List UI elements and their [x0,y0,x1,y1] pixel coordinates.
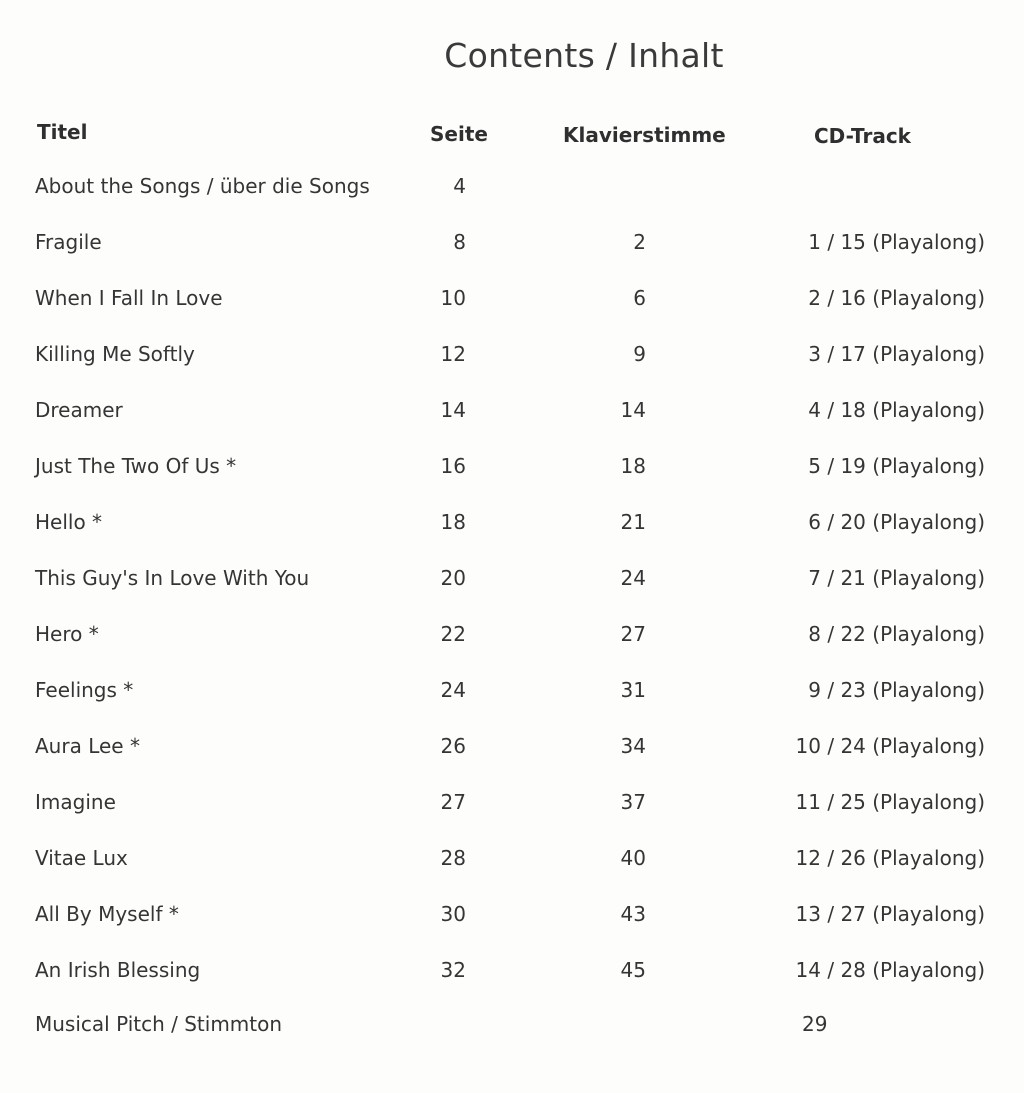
row-cd-track: 29 [802,1012,828,1036]
table-row [0,846,1024,902]
column-header-seite: Seite [430,122,488,146]
table-row [0,454,1024,510]
row-piano-page: 2 [633,230,646,254]
row-piano-page: 6 [633,286,646,310]
row-page: 18 [440,510,466,534]
table-row [0,958,1024,1014]
row-title: Feelings * [35,678,134,702]
table-row [0,678,1024,734]
table-row [0,510,1024,566]
row-page: 16 [440,454,466,478]
row-title: Hero * [35,622,99,646]
row-title: Fragile [35,230,102,254]
row-piano-page: 14 [620,398,646,422]
row-cd-track: 5 / 19 (Playalong) [808,454,985,478]
row-piano-page: 27 [620,622,646,646]
row-page: 24 [440,678,466,702]
row-cd-track: 10 / 24 (Playalong) [795,734,985,758]
row-page: 27 [440,790,466,814]
table-row [0,286,1024,342]
contents-table [0,160,1024,1060]
row-piano-page: 45 [620,958,646,982]
row-page: 4 [453,174,466,198]
table-row [0,734,1024,790]
row-title: Just The Two Of Us * [35,454,237,478]
row-piano-page: 21 [620,510,646,534]
row-title: When I Fall In Love [35,286,223,310]
row-cd-track: 11 / 25 (Playalong) [795,790,985,814]
row-page: 22 [440,622,466,646]
column-header-klavierstimme: Klavierstimme [563,123,726,147]
row-piano-page: 40 [620,846,646,870]
column-header-titel: Titel [37,120,88,144]
row-piano-page: 43 [620,902,646,926]
table-row [0,230,1024,286]
table-row [0,902,1024,958]
row-title: Musical Pitch / Stimmton [35,1012,283,1036]
row-page: 26 [440,734,466,758]
row-cd-track: 12 / 26 (Playalong) [795,846,985,870]
row-cd-track: 1 / 15 (Playalong) [808,230,985,254]
table-row [0,342,1024,398]
row-page: 32 [440,958,466,982]
row-piano-page: 18 [620,454,646,478]
table-header [0,118,1024,148]
table-row [0,622,1024,678]
row-page: 10 [440,286,466,310]
row-title: Hello * [35,510,103,534]
row-cd-track: 8 / 22 (Playalong) [808,622,985,646]
row-cd-track: 9 / 23 (Playalong) [808,678,985,702]
column-header-cd-track: CD-Track [814,124,911,148]
row-cd-track: 14 / 28 (Playalong) [795,958,985,982]
row-cd-track: 4 / 18 (Playalong) [808,398,985,422]
row-cd-track: 13 / 27 (Playalong) [795,902,985,926]
table-row [0,566,1024,622]
row-title: An Irish Blessing [35,958,201,982]
row-title: About the Songs / über die Songs [35,174,370,198]
row-title: This Guy's In Love With You [35,566,310,590]
row-page: 20 [440,566,466,590]
row-title: All By Myself * [35,902,179,926]
row-piano-page: 9 [633,342,646,366]
table-row [0,1012,1024,1068]
row-page: 14 [440,398,466,422]
row-cd-track: 2 / 16 (Playalong) [808,286,985,310]
row-piano-page: 34 [620,734,646,758]
table-row [0,790,1024,846]
row-page: 30 [440,902,466,926]
row-cd-track: 7 / 21 (Playalong) [808,566,985,590]
row-cd-track: 3 / 17 (Playalong) [808,342,985,366]
row-page: 8 [453,230,466,254]
table-row [0,174,1024,230]
row-piano-page: 37 [620,790,646,814]
row-title: Killing Me Softly [35,342,195,366]
row-cd-track: 6 / 20 (Playalong) [808,510,985,534]
page-title: Contents / Inhalt [444,36,724,75]
row-title: Aura Lee * [35,734,140,758]
table-row [0,398,1024,454]
row-page: 12 [440,342,466,366]
row-page: 28 [440,846,466,870]
row-piano-page: 24 [620,566,646,590]
row-title: Vitae Lux [35,846,128,870]
row-title: Imagine [35,790,116,814]
row-piano-page: 31 [620,678,646,702]
row-title: Dreamer [35,398,123,422]
